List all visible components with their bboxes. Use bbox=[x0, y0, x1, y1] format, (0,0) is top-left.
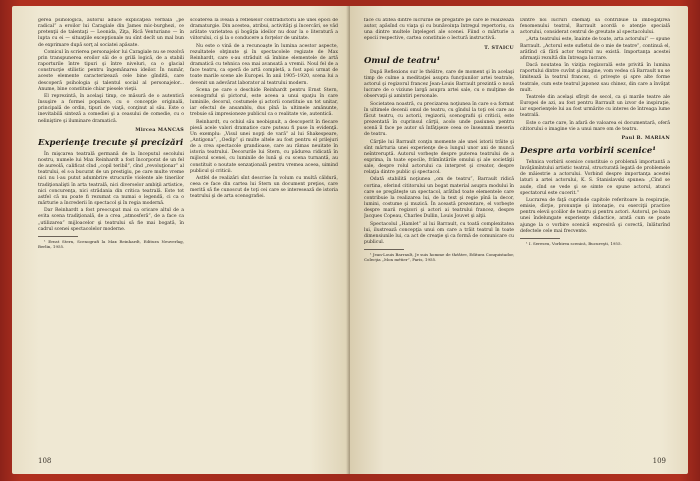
left-col1-footnote: ¹ Ernst Stern, Scenografi la Max Reinhardt, Editura Neuverlag, Berlin, 1955. bbox=[38, 238, 184, 250]
right-col1-footnote: ¹ Jean-Louis Barrault, Je suis homme de théâtre, Editura Conquistador, Colecţia „Mon métier”, Paris, 1955. bbox=[364, 252, 514, 263]
right-column-1 bbox=[364, 18, 514, 264]
page-number-left: 108 bbox=[38, 457, 52, 465]
left-col2-para4: Reinhardt, cu ochiul său neobişnuit, a descoperit în fiecare piesă acele valori dramatice care puteau fi puse în evidenţă. Un exemplu: „Visul unei nopţi de vară” al lui Shakespeare, „Antigona”, „Oedip” şi multe altele au fost pentru el prilejuri de a crea spectacole grandioase, care au rămas neuitate în istoria teatrului. Decorurile lui Stern, cu pădurea ridicată în mijlocul scenei, cu luminile de lună şi cu scena turnantă, au constituit o noutate senzaţională pentru vremea aceea, uimind publicul şi criticii. bbox=[190, 119, 338, 174]
article-heading-omul-de-teatru: Omul de teatru¹ bbox=[364, 55, 441, 66]
right-col1-para3: Societatea noastră, cu precizarea noţiunea în care s-a format în ultimele decenii omul de teatru, cu gîndul la toţi cei care au făcut teatru, cu actorii, regizorii, scenografii şi criticii, este prezentată în cuprinsul cărţii, acolo unde pasiunea pentru scenă îl face pe autor să înfăţişeze ceea ce înseamnă meseria de teatru. bbox=[364, 101, 514, 138]
footnote-rule bbox=[364, 249, 404, 250]
left-col2-para1: scoaterea la iveală a reflexelor contradictorii ale unei epoci de dramaturgie. Din acestea, atribui, activităţi şi încercări, se văd arătate varietatea şi bogăţia ideilor nu doar la o literatură a viitorului, ci şi la o conducere a forţelor de unitate. bbox=[190, 18, 338, 42]
right-col2-footnote: ¹ I. Sereseu, Vorbirea scenică, Bucureşti, 1955. bbox=[526, 240, 622, 246]
right-col2-para4: Teatrele din acelaşi sfîrşit de secol, ca şi marile teatre ale Europei de azi, au fost pentru Barrault un izvor de inspiraţie, iar experienţele lui au fost urmărite cu interes de întreaga lume teatrală. bbox=[520, 94, 670, 119]
right-col2-para2: „Arta teatrului este, înainte de toate, arta actorului” — spune Barrault. „Actorul este sufletul de o mie de teatre”, continuă el, arătînd că fără actor teatrul nu există. Importanţa acestei afirmaţii rezultă din întreaga lucrare. bbox=[520, 37, 670, 61]
left-col2-para2: Nu este o vină de a recunoaşte în lumina acestor aspecte, rezultatele obţinute şi în spectacolele regizate de Max Reinhardt, care s-au străduit să îmbine elementele de artă dramatică cu tehnica cea mai avansată a vremii. Noul fel de a face teatru, ca operă de artă completă, a fost apoi urmat de toate marile scene ale Europei. În anii 1905–1920, scena lui a devenit un adevărat laborator al teatrului modern. bbox=[190, 43, 338, 86]
right-col1-para5: Odată stabilită noţiunea „om de teatru”, Barrault ridică cortina, oferind cititorului un bogat material asupra modului în care se pregăteşte un spectacol, arătînd toate elementele care contribuie la realizarea lui, de la text şi regie pînă la decor, lumini, costume şi muzică. În această prezentare, el vorbeşte despre marii regizori şi actori ai teatrului francez, despre Jacques Copeau, Charles Dullin, Louis Jouvet şi alţii. bbox=[364, 177, 514, 220]
left-column-2 bbox=[190, 18, 338, 202]
right-col1-para6: Spectacolul „Hamlet” al lui Barrault, cu toată complexitatea lui, ilustrează concepţia unui om care a trăit teatrul în toate dimensiunile lui, ca act de creaţie şi ca formă de comunicare cu publicul. bbox=[364, 221, 514, 245]
right-col1-signature: T. STAICU bbox=[484, 44, 514, 51]
left-col1-para1: gerea psihologică, autorul aduce explicaţiea verbală „pe radical” a eroilor lui Caragiale din James mic-burghezi, ce pretenţii de talentaţi — Leonida, Ziţa, Rică Venturiano — în lupta cu ei — situaţiile excepţionale nu sînt decît un mal bun de exprimare după sorţ al sociatei apăsate. bbox=[38, 18, 184, 48]
left-col2-para3: Scena pe care o deschide Reinhardt pentru Ernst Stern, scenograful și pictorul, este aceea a unui spaţiu în care luminile, decorul, costumele şi actorii constituie un tot unitar, iar efectul de ansamblu, dus pînă la ultimele amănunte, trebuie să impresioneze publicul ca o realitate vie, autentică. bbox=[190, 87, 338, 118]
left-col1-signature: Mircea MANCAS bbox=[135, 126, 184, 133]
left-col1-para3: El reprezintă, în acelaşi timp, ce măsură de o autentică însuşire a formei populare, cu o concepţie originală, principală de ordin, tipuri de viaţă, conţinut al său. Este o inevitabilă sinteză a comediei şi a ceasului de comedie, cu o neliniştire şi iluminare dramatică. bbox=[38, 93, 184, 124]
right-col1-para2: După Reflexions sur le théâtre, care de moment şi în acelaşi timp de culme a meditaţiei asupra funcţiunilor artei teatrale, actorul şi regizorul francez Jean-Louis Barrault prezintă o nouă lucrare de o viziune largă asupra artei sale, cu o mulţime de observaţii şi amintiri personale. bbox=[364, 69, 514, 100]
left-page bbox=[12, 6, 350, 474]
right-col2-para6: Tehnica vorbirii scenice constituie o problemă importantă a învăţămîntului artistic teatral, structurată legată de problemele de măiestrie a actorului. Vorbind despre importanţa acestei laturi a artei actorului, K. S. Stanislavski spunea: „Cînd se aude, cînd se vede şi se simte ce spune actorul, atunci spectatorul este cucerit.” bbox=[520, 159, 670, 196]
right-col2-signature: Paul B. MARIAN bbox=[621, 134, 670, 141]
left-column-1 bbox=[38, 18, 184, 250]
footnote-rule bbox=[38, 236, 78, 237]
page-number-right: 109 bbox=[652, 457, 666, 465]
right-col1-para4: Cărţile lui Barrault conţin momente ale unei istorii trăite şi sînt mărturia unei experienţe de-a lungul unor ani de muncă neîntreruptă. Autorul vorbeşte despre puterea teatrului de a exprima, în toate epocile, frămîntările omului şi ale societăţii sale, despre rolul actorului ca interpret şi creator, despre relaţia dintre public şi spectacol. bbox=[364, 139, 514, 176]
right-col2-para3: Dacă noutatea în viziţia regizorală este privită în lumina raportului dintre cuvînt şi imagine, vom vedea că Barrault nu se limitează la teatrul francez, ci priveşte şi spre alte forme teatrale, cum este teatrul japonez sau chinez, din care a învăţat mult. bbox=[520, 63, 670, 93]
article-heading-experiente: Experienţe trecute şi precizări bbox=[38, 137, 184, 148]
right-col2-para1: Dintre noi lucruri chemaţi să contribuie la îmbogăţirea fenomenului teatral, Barrault acordă o atenţie specială actorului, considerat centrul de greutate al spectacolului. bbox=[520, 18, 670, 36]
right-col2-para7: Lucrarea de faţă cuprinde capitole referitoare la respiraţie, emisie, dicţie, pronunţie şi intonaţie, cu exerciţii practice pentru elevii şcolilor de teatru şi pentru actori. Autorul, pe baza unei îndelungate experienţe didactice, arată cum se poate ajunge la o vorbire scenică expresivă şi corectă, înlăturînd defectele cele mai frecvente. bbox=[520, 197, 670, 234]
right-column-2 bbox=[520, 18, 670, 247]
article-heading-arta-vorbirii: Despre arta vorbirii scenice¹ bbox=[520, 145, 656, 156]
right-col2-para5: Este o carte care, în afară de valoarea ei documentară, oferă cititorului o imagine vie a unui mare om de teatru. bbox=[520, 120, 670, 132]
footnote-rule bbox=[520, 238, 560, 239]
right-page bbox=[350, 6, 688, 474]
left-col2-para5: Astfel de realizări sînt descrise în volum cu multă căldură, ceea ce face din cartea lui Stern un document preţios, care merită să fie cunoscut de toţi cei care se interesează de istoria teatrului şi de arta scenografiei. bbox=[190, 175, 338, 200]
left-col1-para2: Comicul în scrierea personajelor lui Caragiale nu se rezolvă prin transpunerea eroilor săi de o grilă logică, de a stabili raporturile între tipuri şi între niveluri, ca o glacial construcţie stilistic pentru îngemănarea ideilor. În număr, aceste elemente caracterizează cele bine gîndită, care descoperă psihologia şi talentul social al personajelor... Anume, bine constituie chiar piesele vieţii. bbox=[38, 49, 184, 92]
left-col1-para4: În mişcarea teatrală germană de la începutul secolului nostru, numele lui Max Reinhardt a fost încorporat de un fel de aureolă, calificat cînd „copil teribil”, cînd „revoluţionar” al teatrului, el s-a bucurat de un prestigiu, pe care multe vreme nici nu l-au putut adumbrire strucurile violente ale tinerilor tradiţionalişti în arta teatrală, nici diverselor ambiţii artistice, nici concurenţa, nici strădania din critica teatrală. Este tot astfel că nu poate fi rezumat ca numai o legendă, ci ca o mărturie a încrederii în spectacol şi în regia modernă. bbox=[38, 151, 184, 207]
right-col1-para1: face cu atîtea dintre lucrurile de pregătire pe care le realizează autor, apăsînd cu viaţa şi cu bunăvoinţa întregul repertoriu, ca una dintre multele înţelegeri ale scenei. Fiind o mărturie a epocii respective, cartea constituie o lectură instructivă. bbox=[364, 18, 514, 42]
left-col1-para5: Dar Reinhardt a fost preocupat mai ca oricare altul de a evita scena tradiţională, de a crea „atmosferă”, de a face ca „utilizarea” mijloacelor şi teatrului să fie mai bogată, în cadrul scenei spectacolelor moderne. bbox=[38, 208, 184, 232]
